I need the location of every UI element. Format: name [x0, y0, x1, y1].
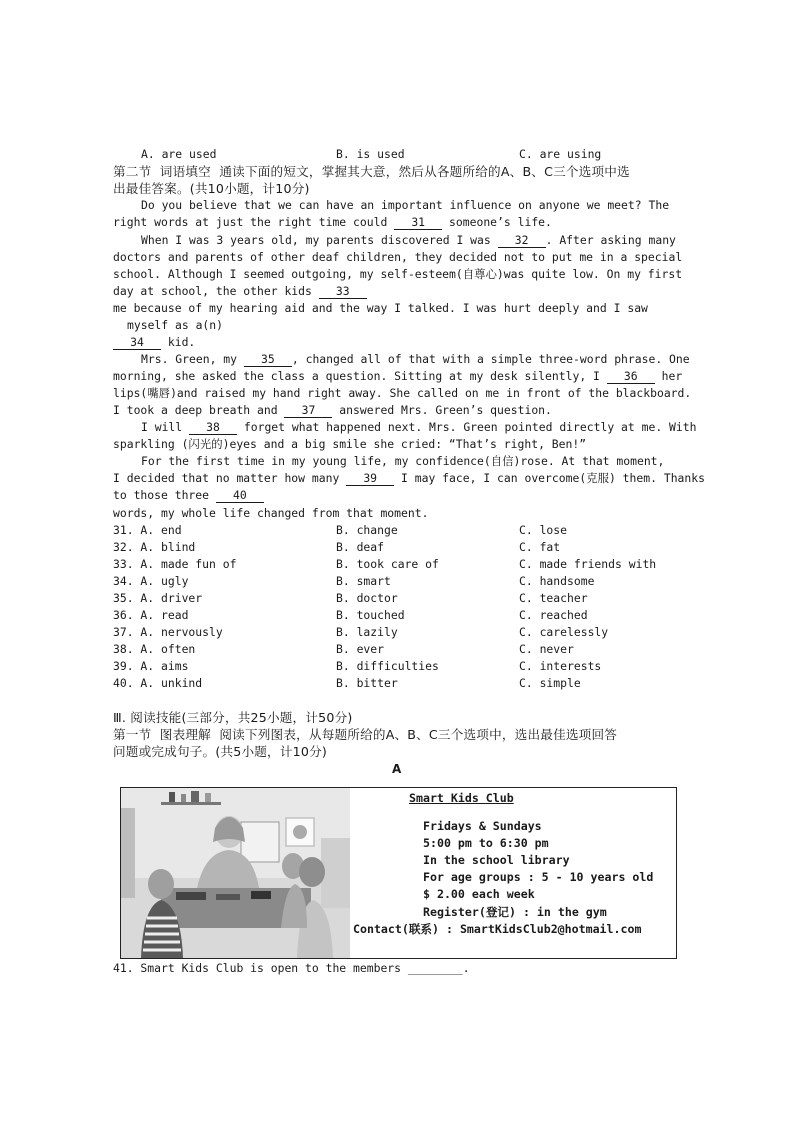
classroom-photo — [121, 788, 350, 958]
club-days: Fridays & Sundays — [423, 819, 542, 833]
section2-heading-line1: 第二节 词语填空 通读下面的短文，掌握其大意，然后从各题所给的A、B、C三个选项中选 — [113, 164, 630, 179]
passage-line: day at school, the other kids 33 — [113, 283, 367, 300]
option-b[interactable]: B. doctor — [336, 591, 398, 605]
passage-line: words, my whole life changed from that moment. — [113, 506, 429, 520]
option-b[interactable]: B. lazily — [336, 625, 398, 639]
blank-38[interactable]: 38 — [189, 420, 237, 435]
option-b[interactable]: B. difficulties — [336, 659, 439, 673]
blank-36[interactable]: 36 — [607, 369, 655, 384]
passage-line: sparkling (闪光的)eyes and a big smile she cried: “That’s right, Ben!” — [113, 437, 587, 451]
option-c[interactable]: C. teacher — [519, 591, 588, 605]
club-ad-box — [120, 787, 677, 959]
option-c[interactable]: C. carelessly — [519, 625, 609, 639]
blank-34[interactable]: 34 — [113, 335, 161, 350]
club-fee: $ 2.00 each week — [423, 887, 535, 901]
option-a[interactable]: 39. A. aims — [113, 659, 189, 673]
passage-line: morning, she asked the class a question. Sitting at my desk silently, I 36 her — [113, 369, 683, 383]
blank-39[interactable]: 39 — [346, 471, 394, 486]
club-ages: For age groups : 5 - 10 years old — [423, 870, 654, 884]
option-a[interactable]: 33. A. made fun of — [113, 557, 237, 571]
passage-line: myself as a(n) — [127, 318, 224, 332]
option-a[interactable]: 38. A. often — [113, 642, 196, 656]
blank-35[interactable]: 35 — [244, 352, 292, 367]
part3-sub-line1: 第一节 图表理解 阅读下列图表，从每题所给的A、B、C三个选项中，选出最佳选项回答 — [113, 727, 618, 742]
option-a[interactable]: 37. A. nervously — [113, 625, 223, 639]
prev-option-b: B. is used — [336, 147, 405, 161]
passage-line: I will 38 forget what happened next. Mrs. Green pointed directly at me. With — [141, 420, 697, 434]
prev-option-a: A. are used — [141, 147, 217, 161]
option-c[interactable]: C. made friends with — [519, 557, 657, 571]
passage-line: school. Although I seemed outgoing, my self-esteem(自尊心)was quite low. On my first — [113, 267, 683, 281]
option-c[interactable]: C. fat — [519, 540, 561, 554]
passage-line: For the first time in my young life, my confidence(自信)rose. At that moment, — [141, 454, 665, 468]
passage-line: I decided that no matter how many 39 I may face, I can overcome(克服) them. Thanks — [113, 471, 705, 485]
option-c[interactable]: C. interests — [519, 659, 602, 673]
passage-line: me because of my hearing aid and the way I talked. I was hurt deeply and I saw — [113, 301, 648, 315]
passage-line: Do you believe that we can have an important influence on anyone we meet? The — [141, 198, 670, 212]
passage-label: A — [392, 762, 402, 776]
option-a[interactable]: 32. A. blind — [113, 540, 196, 554]
blank-31[interactable]: 31 — [394, 215, 442, 230]
passage-line: lips(嘴唇)and raised my hand right away. She called on me in front of the blackboard. — [113, 386, 692, 400]
option-b[interactable]: B. change — [336, 523, 398, 537]
option-c[interactable]: C. never — [519, 642, 574, 656]
section2-heading-line2: 出最佳答案。(共10小题，计10分) — [113, 181, 310, 196]
option-a[interactable]: 40. A. unkind — [113, 676, 203, 690]
passage-line: When I was 3 years old, my parents discovered I was 32 . After asking many — [141, 233, 676, 247]
part3-heading: Ⅲ. 阅读技能(三部分，共25小题，计50分) — [113, 710, 353, 725]
question-41: 41. Smart Kids Club is open to the members ________. — [113, 961, 470, 975]
option-a[interactable]: 36. A. read — [113, 608, 189, 622]
option-c[interactable]: C. reached — [519, 608, 588, 622]
club-title: Smart Kids Club — [409, 791, 514, 805]
passage-line: Mrs. Green, my 35 , changed all of that with a simple three-word phrase. One — [141, 352, 690, 366]
option-b[interactable]: B. bitter — [336, 676, 398, 690]
blank-37[interactable]: 37 — [284, 403, 332, 418]
passage-line: I took a deep breath and 37 answered Mrs. Green’s question. — [113, 403, 552, 417]
option-b[interactable]: B. took care of — [336, 557, 439, 571]
passage-line: doctors and parents of other deaf children, they decided not to put me in a special — [113, 250, 683, 264]
prev-option-c: C. are using — [519, 147, 602, 161]
option-c[interactable]: C. simple — [519, 676, 581, 690]
club-contact: Contact(联系) : SmartKidsClub2@hotmail.com — [353, 922, 642, 936]
club-register: Register(登记) : in the gym — [423, 905, 607, 919]
blank-40[interactable]: 40 — [216, 488, 264, 503]
option-c[interactable]: C. lose — [519, 523, 568, 537]
option-a[interactable]: 34. A. ugly — [113, 574, 189, 588]
club-time: 5:00 pm to 6:30 pm — [423, 836, 549, 850]
passage-line: 34 kid. — [113, 334, 195, 351]
club-place: In the school library — [423, 853, 570, 867]
option-a[interactable]: 31. A. end — [113, 523, 182, 537]
club-ad-text — [350, 788, 676, 958]
option-b[interactable]: B. touched — [336, 608, 405, 622]
blank-32[interactable]: 32 — [498, 233, 546, 248]
blank-33[interactable]: 33 — [319, 284, 367, 299]
part3-sub-line2: 问题或完成句子。(共5小题，计10分) — [113, 744, 327, 759]
option-a[interactable]: 35. A. driver — [113, 591, 203, 605]
passage-line: right words at just the right time could 31 someone’s life. — [113, 215, 552, 229]
option-b[interactable]: B. deaf — [336, 540, 385, 554]
option-c[interactable]: C. handsome — [519, 574, 595, 588]
option-b[interactable]: B. ever — [336, 642, 385, 656]
option-b[interactable]: B. smart — [336, 574, 391, 588]
passage-line: to those three 40 — [113, 487, 264, 504]
